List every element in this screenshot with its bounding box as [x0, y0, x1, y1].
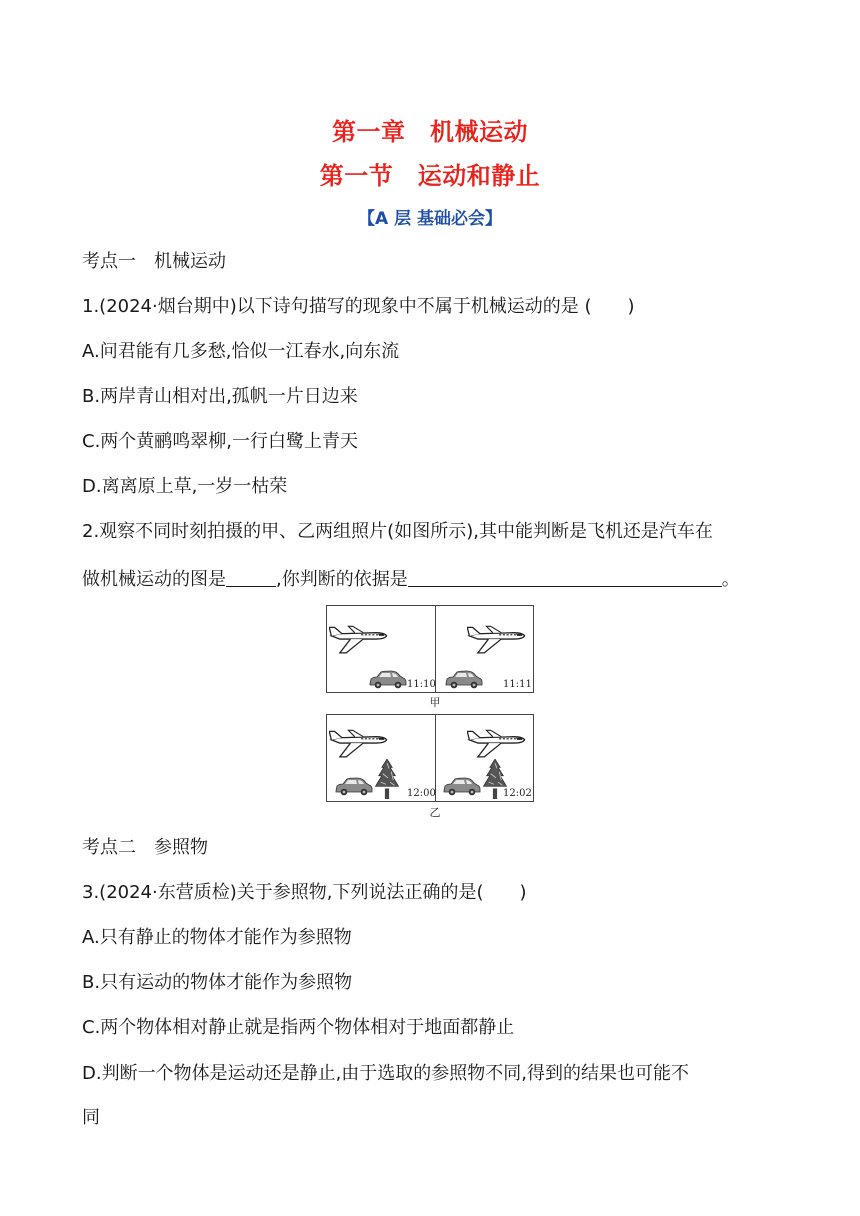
timestamp-a2: 11:11	[503, 679, 532, 690]
q2-text-a: 做机械运动的图是	[82, 569, 226, 590]
airplane-icon	[329, 725, 389, 759]
q2-stem-line2	[82, 566, 740, 592]
figure-label-a: 甲	[429, 696, 441, 709]
q1-option-b: B.两岸青山相对出,孤帆一片日边来	[82, 386, 358, 407]
q1-option-a: A.问君能有几多愁,恰似一江春水,向东流	[82, 341, 400, 362]
car-icon	[443, 777, 481, 796]
timestamp-b1: 12:00	[407, 788, 436, 799]
figure-group-a	[326, 605, 534, 693]
figure-group-b	[326, 714, 534, 802]
chapter-title: 第一章 机械运动	[332, 118, 528, 146]
q3-option-b: B.只有运动的物体才能作为参照物	[82, 972, 353, 993]
car-icon	[445, 670, 483, 689]
airplane-icon	[329, 621, 389, 655]
car-icon	[335, 777, 373, 796]
tree-icon	[374, 759, 400, 799]
figure-label-b: 乙	[429, 806, 441, 819]
q3-option-c: C.两个物体相对静止就是指两个物体相对于地面都静止	[82, 1017, 515, 1038]
answer-blank-2[interactable]	[408, 566, 722, 587]
q1-stem: 1.(2024·烟台期中)以下诗句描写的现象中不属于机械运动的是 ( )	[82, 296, 635, 317]
topic-heading-1: 考点一 机械运动	[82, 251, 226, 272]
level-heading: 【A 层 基础必会】	[358, 209, 502, 229]
timestamp-a1: 11:10	[407, 679, 436, 690]
q2-text-end: 。	[721, 569, 740, 590]
car-icon	[369, 670, 407, 689]
timestamp-b2: 12:02	[503, 788, 532, 799]
q3-stem: 3.(2024·东营质检)关于参照物,下列说法正确的是( )	[82, 882, 527, 903]
q2-text-b: ,你判断的依据是	[276, 569, 408, 590]
answer-blank-1[interactable]	[226, 566, 276, 587]
q1-option-d: D.离离原上草,一岁一枯荣	[82, 476, 288, 497]
q2-stem-line1: 2.观察不同时刻拍摄的甲、乙两组照片(如图所示),其中能判断是飞机还是汽车在	[82, 521, 713, 542]
airplane-icon	[467, 725, 527, 759]
q1-option-c: C.两个黄鹂鸣翠柳,一行白鹭上青天	[82, 431, 359, 452]
section-title: 第一节 运动和静止	[319, 162, 541, 190]
q3-option-d: D.判断一个物体是运动还是静止,由于选取的参照物不同,得到的结果也可能不	[82, 1063, 690, 1084]
topic-heading-2: 考点二 参照物	[82, 837, 208, 858]
airplane-icon	[467, 621, 527, 655]
q3-option-a: A.只有静止的物体才能作为参照物	[82, 927, 352, 948]
q3-option-d-cont: 同	[82, 1107, 100, 1128]
